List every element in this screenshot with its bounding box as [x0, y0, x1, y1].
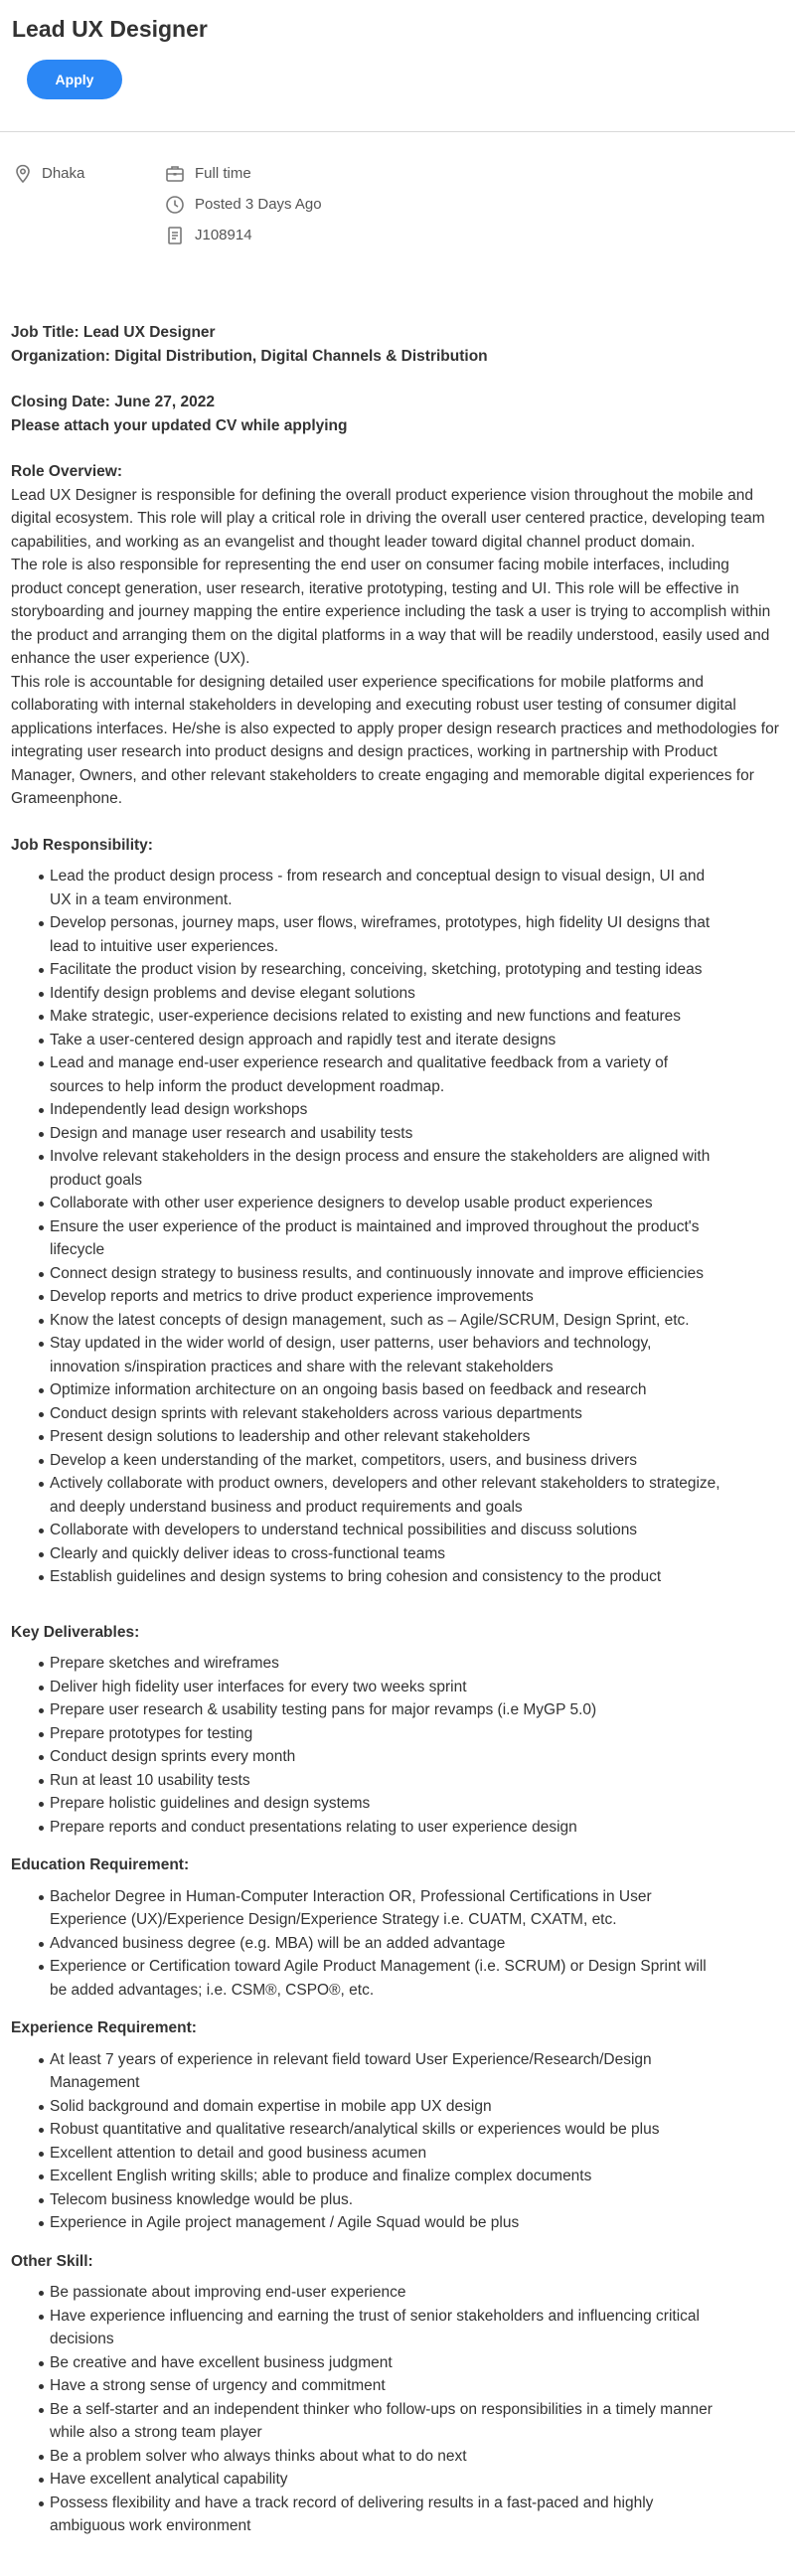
list-item: Advanced business degree (e.g. MBA) will be an added advantage: [11, 1932, 784, 1956]
list-item: Independently lead design workshops: [11, 1098, 784, 1122]
list-item: Identify design problems and devise elegant solutions: [11, 982, 784, 1006]
list-item: Run at least 10 usability tests: [11, 1769, 784, 1793]
attach-cv-line: Please attach your updated CV while applying: [11, 416, 348, 434]
meta-req-id: [165, 224, 252, 247]
list-item: Conduct design sprints every month: [11, 1745, 784, 1769]
job-type-text: Full time: [195, 165, 251, 183]
list-item: Develop reports and metrics to drive product experience improvements: [11, 1285, 784, 1309]
list-item: Ensure the user experience of the product is maintained and improved throughout the product's lifecycle: [11, 1215, 784, 1262]
list-item: Have excellent analytical capability: [11, 2468, 784, 2492]
list-item: Experience in Agile project management / Agile Squad would be plus: [11, 2211, 784, 2235]
deliverables-heading: Key Deliverables:: [11, 1623, 140, 1641]
list-item: Design and manage user research and usability tests: [11, 1122, 784, 1146]
list-item: Develop personas, journey maps, user flows, wireframes, prototypes, high fidelity UI designs that lead to intuitive user experiences.: [11, 911, 784, 958]
list-item: Establish guidelines and design systems to bring cohesion and consistency to the product: [11, 1565, 784, 1589]
list-item: Present design solutions to leadership and other relevant stakeholders: [11, 1425, 784, 1449]
briefcase-icon: [165, 164, 185, 184]
list-item: Bachelor Degree in Human-Computer Interaction OR, Professional Certifications in User Experience (UX)/Experience Design/Experience Strategy i.e. CUATM, CXATM, etc.: [11, 1885, 784, 1932]
education-list: [11, 1885, 784, 2003]
list-item: Prepare holistic guidelines and design systems: [11, 1792, 784, 1816]
list-item: Prepare user research & usability testing pans for major revamps (i.e MyGP 5.0): [11, 1698, 784, 1722]
list-item: Facilitate the product vision by researching, conceiving, sketching, prototyping and testing ideas: [11, 958, 784, 982]
list-item: Collaborate with developers to understand technical possibilities and discuss solutions: [11, 1519, 784, 1542]
deliverables-list: [11, 1652, 784, 1839]
list-item: Involve relevant stakeholders in the design process and ensure the stakeholders are aligned with product goals: [11, 1145, 784, 1192]
page-title: Lead UX Designer: [12, 16, 208, 42]
list-item: Have experience influencing and earning the trust of senior stakeholders and influencing critical decisions: [11, 2305, 784, 2351]
job-title-line: Job Title: Lead UX Designer: [11, 324, 216, 341]
list-item: Prepare prototypes for testing: [11, 1722, 784, 1746]
list-item: Optimize information architecture on an ongoing basis based on feedback and research: [11, 1378, 784, 1402]
list-item: Excellent attention to detail and good business acumen: [11, 2142, 784, 2166]
responsibility-list: [11, 865, 784, 1589]
other-skill-heading: Other Skill:: [11, 2252, 93, 2270]
responsibility-heading: Job Responsibility:: [11, 836, 153, 854]
list-item: Solid background and domain expertise in mobile app UX design: [11, 2095, 784, 2119]
list-item: Stay updated in the wider world of design, user patterns, user behaviors and technology, innovation s/inspiration practices and share with the relevant stakeholders: [11, 1332, 784, 1378]
role-overview-heading: Role Overview:: [11, 463, 122, 480]
list-item: Be passionate about improving end-user experience: [11, 2281, 784, 2305]
meta-job-type: [165, 162, 251, 186]
list-item: Prepare reports and conduct presentations relating to user experience design: [11, 1816, 784, 1840]
list-item: Robust quantitative and qualitative research/analytical skills or experiences would be plus: [11, 2118, 784, 2142]
apply-button[interactable]: Apply: [27, 60, 122, 99]
list-item: Lead the product design process - from research and conceptual design to visual design, UI and UX in a team environment.: [11, 865, 784, 911]
list-item: Prepare sketches and wireframes: [11, 1652, 784, 1676]
list-item: At least 7 years of experience in relevant field toward User Experience/Research/Design Management: [11, 2048, 784, 2095]
list-item: Experience or Certification toward Agile Product Management (i.e. SCRUM) or Design Sprint will be added advantages; i.e. CSM®, CSPO®, etc.: [11, 1955, 784, 2002]
list-item: Be creative and have excellent business judgment: [11, 2351, 784, 2375]
location-text: Dhaka: [42, 165, 85, 183]
location-pin-icon: [14, 164, 32, 184]
list-item: Clearly and quickly deliver ideas to cross-functional teams: [11, 1542, 784, 1566]
role-overview-paragraph: The role is also responsible for representing the end user on consumer facing mobile interfaces, including product concept generation, user research, iterative prototyping, testing and UI. This role will be effective in storyboarding and journey mapping the entire experience including the task a user is trying to accomplish within the product and arranging them on the digital platforms in a way that will be readily understood, easily used and enhance the user experience (UX).: [11, 557, 771, 667]
req-id-text: J108914: [195, 227, 252, 244]
list-item: Develop a keen understanding of the market, competitors, users, and business drivers: [11, 1449, 784, 1473]
education-heading: Education Requirement:: [11, 1856, 190, 1873]
role-overview-paragraph: This role is accountable for designing detailed user experience specifications for mobile platforms and collaborating with internal stakeholders in developing and executing robust user testing of consumer digital applications interfaces. He/she is also expected to apply proper design research practices and methodologies for integrating user research into product designs and design practices, working in partnership with Product Manager, Owners, and other relevant stakeholders to create engaging and memorable digital experiences for Grameenphone.: [11, 673, 779, 807]
list-item: Collaborate with other user experience designers to develop usable product experiences: [11, 1192, 784, 1215]
experience-heading: Experience Requirement:: [11, 2019, 197, 2036]
list-item: Make strategic, user-experience decisions related to existing and new functions and features: [11, 1005, 784, 1029]
other-skill-list: [11, 2281, 784, 2538]
organization-line: Organization: Digital Distribution, Digital Channels & Distribution: [11, 347, 488, 365]
list-item: Deliver high fidelity user interfaces for every two weeks sprint: [11, 1676, 784, 1699]
experience-list: [11, 2048, 784, 2235]
posted-text: Posted 3 Days Ago: [195, 196, 322, 214]
job-description: [0, 321, 795, 2538]
list-item: Lead and manage end-user experience research and qualitative feedback from a variety of sources to help inform the product development roadmap.: [11, 1051, 784, 1098]
list-item: Take a user-centered design approach and rapidly test and iterate designs: [11, 1029, 784, 1052]
list-item: Telecom business knowledge would be plus.: [11, 2188, 784, 2212]
meta-posted: [165, 193, 322, 217]
document-icon: [165, 226, 185, 245]
meta-location: [14, 162, 84, 186]
list-item: Possess flexibility and have a track record of delivering results in a fast-paced and highly ambiguous work environment: [11, 2492, 784, 2538]
list-item: Connect design strategy to business results, and continuously innovate and improve efficiencies: [11, 1262, 784, 1286]
job-meta: [0, 132, 795, 321]
closing-date-line: Closing Date: June 27, 2022: [11, 394, 216, 410]
list-item: Be a self-starter and an independent thinker who follow-ups on responsibilities in a timely manner while also a strong team player: [11, 2398, 784, 2445]
list-item: Conduct design sprints with relevant stakeholders across various departments: [11, 1402, 784, 1426]
list-item: Know the latest concepts of design management, such as – Agile/SCRUM, Design Sprint, etc.: [11, 1309, 784, 1333]
clock-icon: [165, 195, 185, 215]
list-item: Be a problem solver who always thinks about what to do next: [11, 2445, 784, 2469]
role-overview-paragraph: Lead UX Designer is responsible for defining the overall product experience vision throughout the mobile and digital ecosystem. This role will play a critical role in driving the overall user centered practice, developing team capabilities, and working as an evangelist and thought leader toward digital channel product domain.: [11, 486, 765, 551]
job-header: [0, 0, 795, 131]
list-item: Excellent English writing skills; able to produce and finalize complex documents: [11, 2165, 784, 2188]
list-item: Actively collaborate with product owners, developers and other relevant stakeholders to strategize, and deeply understand business and product requirements and goals: [11, 1472, 784, 1519]
list-item: Have a strong sense of urgency and commitment: [11, 2374, 784, 2398]
